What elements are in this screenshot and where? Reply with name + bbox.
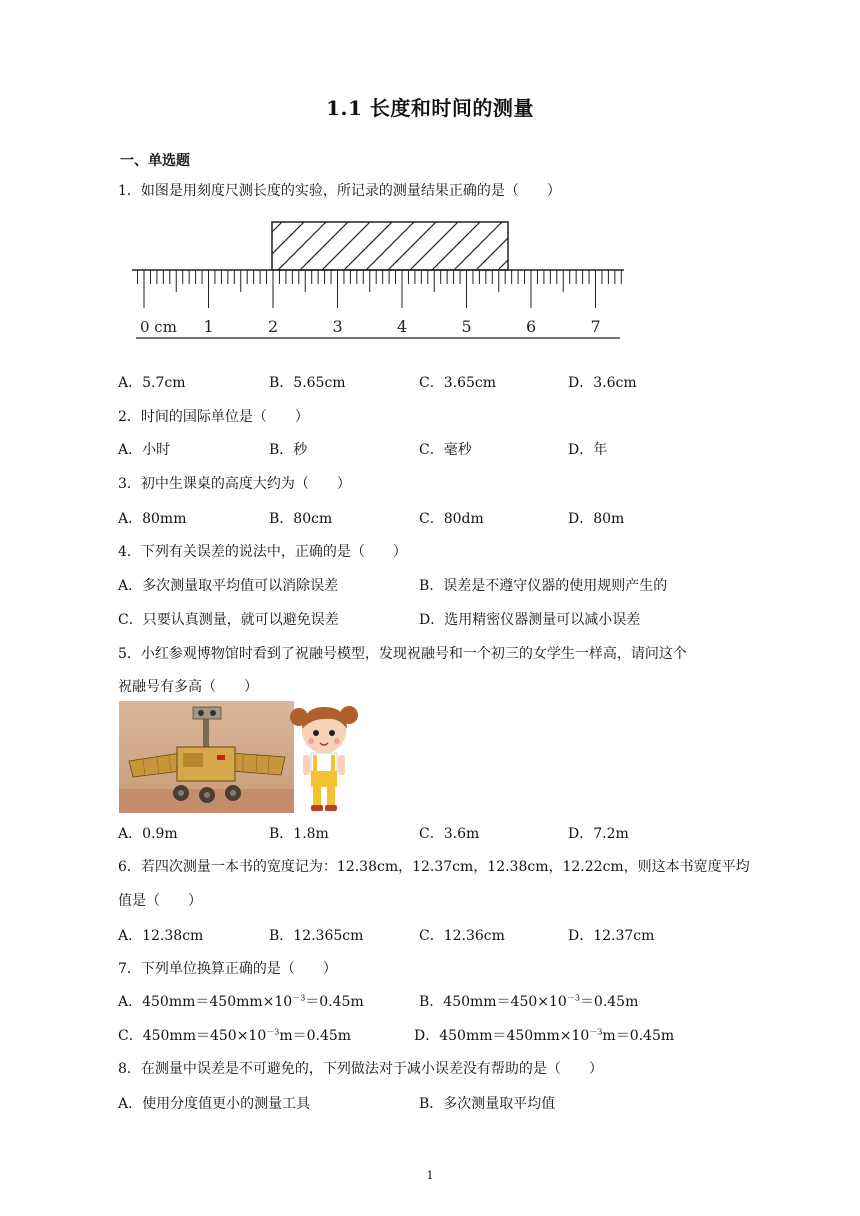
q1-option-d[interactable]: D．3.6cm: [568, 375, 637, 391]
q3-option-b[interactable]: B．80cm: [269, 511, 333, 527]
question-7-text: 7．下列单位换算正确的是（ ）: [118, 961, 337, 977]
q7-option-a-post: ＝0.45m: [305, 994, 364, 1010]
q7-option-b-exponent: －3: [566, 993, 580, 1003]
q7-option-c-exponent: －3: [266, 1027, 280, 1037]
q4-option-a[interactable]: A．多次测量取平均值可以消除误差: [118, 578, 339, 594]
q7-option-a[interactable]: [118, 991, 364, 1011]
q7-option-b-pre: B．450mm＝450×10: [419, 994, 567, 1010]
ruler-label: 2: [268, 317, 279, 336]
q4-option-d[interactable]: D．选用精密仪器测量可以减小误差: [419, 612, 641, 628]
q7-option-d-post: m＝0.45m: [602, 1028, 675, 1044]
q1-option-c[interactable]: C．3.65cm: [419, 375, 496, 391]
q7-option-a-pre: A．450mm＝450mm×10: [118, 994, 293, 1010]
question-1-text: 1．如图是用刻度尺测长度的实验，所记录的测量结果正确的是（ ）: [118, 183, 561, 199]
q3-option-c[interactable]: C．80dm: [419, 511, 484, 527]
ruler-label: 4: [397, 317, 408, 336]
ruler-label: 7: [590, 317, 601, 336]
q6-option-b[interactable]: B．12.365cm: [269, 928, 364, 944]
q7-option-c-post: m＝0.45m: [279, 1028, 352, 1044]
question-5-text-line-1: 5．小红参观博物馆时看到了祝融号模型，发现祝融号和一个初三的女学生一样高，请问这个: [118, 646, 687, 662]
page-title: 1.1 长度和时间的测量: [326, 96, 534, 120]
q7-option-c-pre: C．450mm＝450×10: [118, 1028, 267, 1044]
q2-option-b[interactable]: B．秒: [269, 442, 308, 458]
q5-option-d[interactable]: D．7.2m: [568, 826, 629, 842]
q3-option-a[interactable]: A．80mm: [118, 511, 187, 527]
question-2-text: 2．时间的国际单位是（ ）: [118, 409, 309, 425]
hatch-line: [542, 222, 590, 270]
question-6-text-line-1: 6．若四次测量一本书的宽度记为：12.38cm，12.37cm，12.38cm，12.22cm，则这本书宽度平均: [118, 859, 750, 875]
q2-option-a[interactable]: A．小时: [118, 442, 171, 458]
question-4-text: 4．下列有关误差的说法中，正确的是（ ）: [118, 544, 407, 560]
q2-option-c[interactable]: C．毫秒: [419, 442, 472, 458]
q6-option-c[interactable]: C．12.36cm: [419, 928, 505, 944]
page-number: 1: [426, 1169, 434, 1182]
question-8-text: 8．在测量中误差是不可避免的，下列做法对于减小误差没有帮助的是（ ）: [118, 1061, 603, 1077]
question-3-text: 3．初中生课桌的高度大约为（ ）: [118, 476, 351, 492]
question-6-text-line-2: 值是（ ）: [118, 893, 202, 909]
ruler-label: 0 cm: [140, 318, 177, 336]
ruler-label: 3: [332, 317, 343, 336]
q1-option-b[interactable]: B．5.65cm: [269, 375, 346, 391]
q7-option-d[interactable]: [414, 1025, 674, 1045]
section-heading: 一、单选题: [120, 153, 190, 169]
hatch-line: [212, 222, 260, 270]
q5-option-a[interactable]: A．0.9m: [118, 826, 178, 842]
q2-option-d[interactable]: D．年: [568, 442, 608, 458]
q6-option-d[interactable]: D．12.37cm: [568, 928, 655, 944]
q1-option-a[interactable]: A．5.7cm: [118, 375, 186, 391]
q6-option-a[interactable]: A．12.38cm: [118, 928, 204, 944]
q8-option-a[interactable]: A．使用分度值更小的测量工具: [118, 1096, 311, 1112]
ruler-label: 1: [203, 317, 214, 336]
ruler-label: 5: [461, 317, 472, 336]
q4-option-c[interactable]: C．只要认真测量，就可以避免误差: [118, 612, 339, 628]
question-5-text-line-2: 祝融号有多高（ ）: [118, 679, 258, 695]
q7-option-c[interactable]: [118, 1025, 351, 1045]
q7-option-a-exponent: －3: [292, 993, 306, 1003]
cartoon-girl-image: [289, 701, 361, 813]
zhurong-rover-image: [119, 701, 294, 813]
q7-option-b-post: ＝0.45m: [579, 994, 639, 1010]
hatch-line: [520, 222, 568, 270]
q8-option-b[interactable]: B．多次测量取平均值: [419, 1096, 556, 1112]
q5-option-b[interactable]: B．1.8m: [269, 826, 329, 842]
q7-option-d-pre: D．450mm＝450mm×10: [414, 1028, 590, 1044]
ruler-label: 6: [526, 317, 537, 336]
q7-option-d-exponent: －3: [589, 1027, 603, 1037]
q3-option-d[interactable]: D．80m: [568, 511, 625, 527]
hatched-block: [212, 222, 590, 270]
q7-option-b[interactable]: [419, 991, 638, 1011]
q5-option-c[interactable]: C．3.6m: [419, 826, 480, 842]
ruler-figure: [132, 218, 628, 344]
q4-option-b[interactable]: B．误差是不遵守仪器的使用规则产生的: [419, 578, 668, 594]
